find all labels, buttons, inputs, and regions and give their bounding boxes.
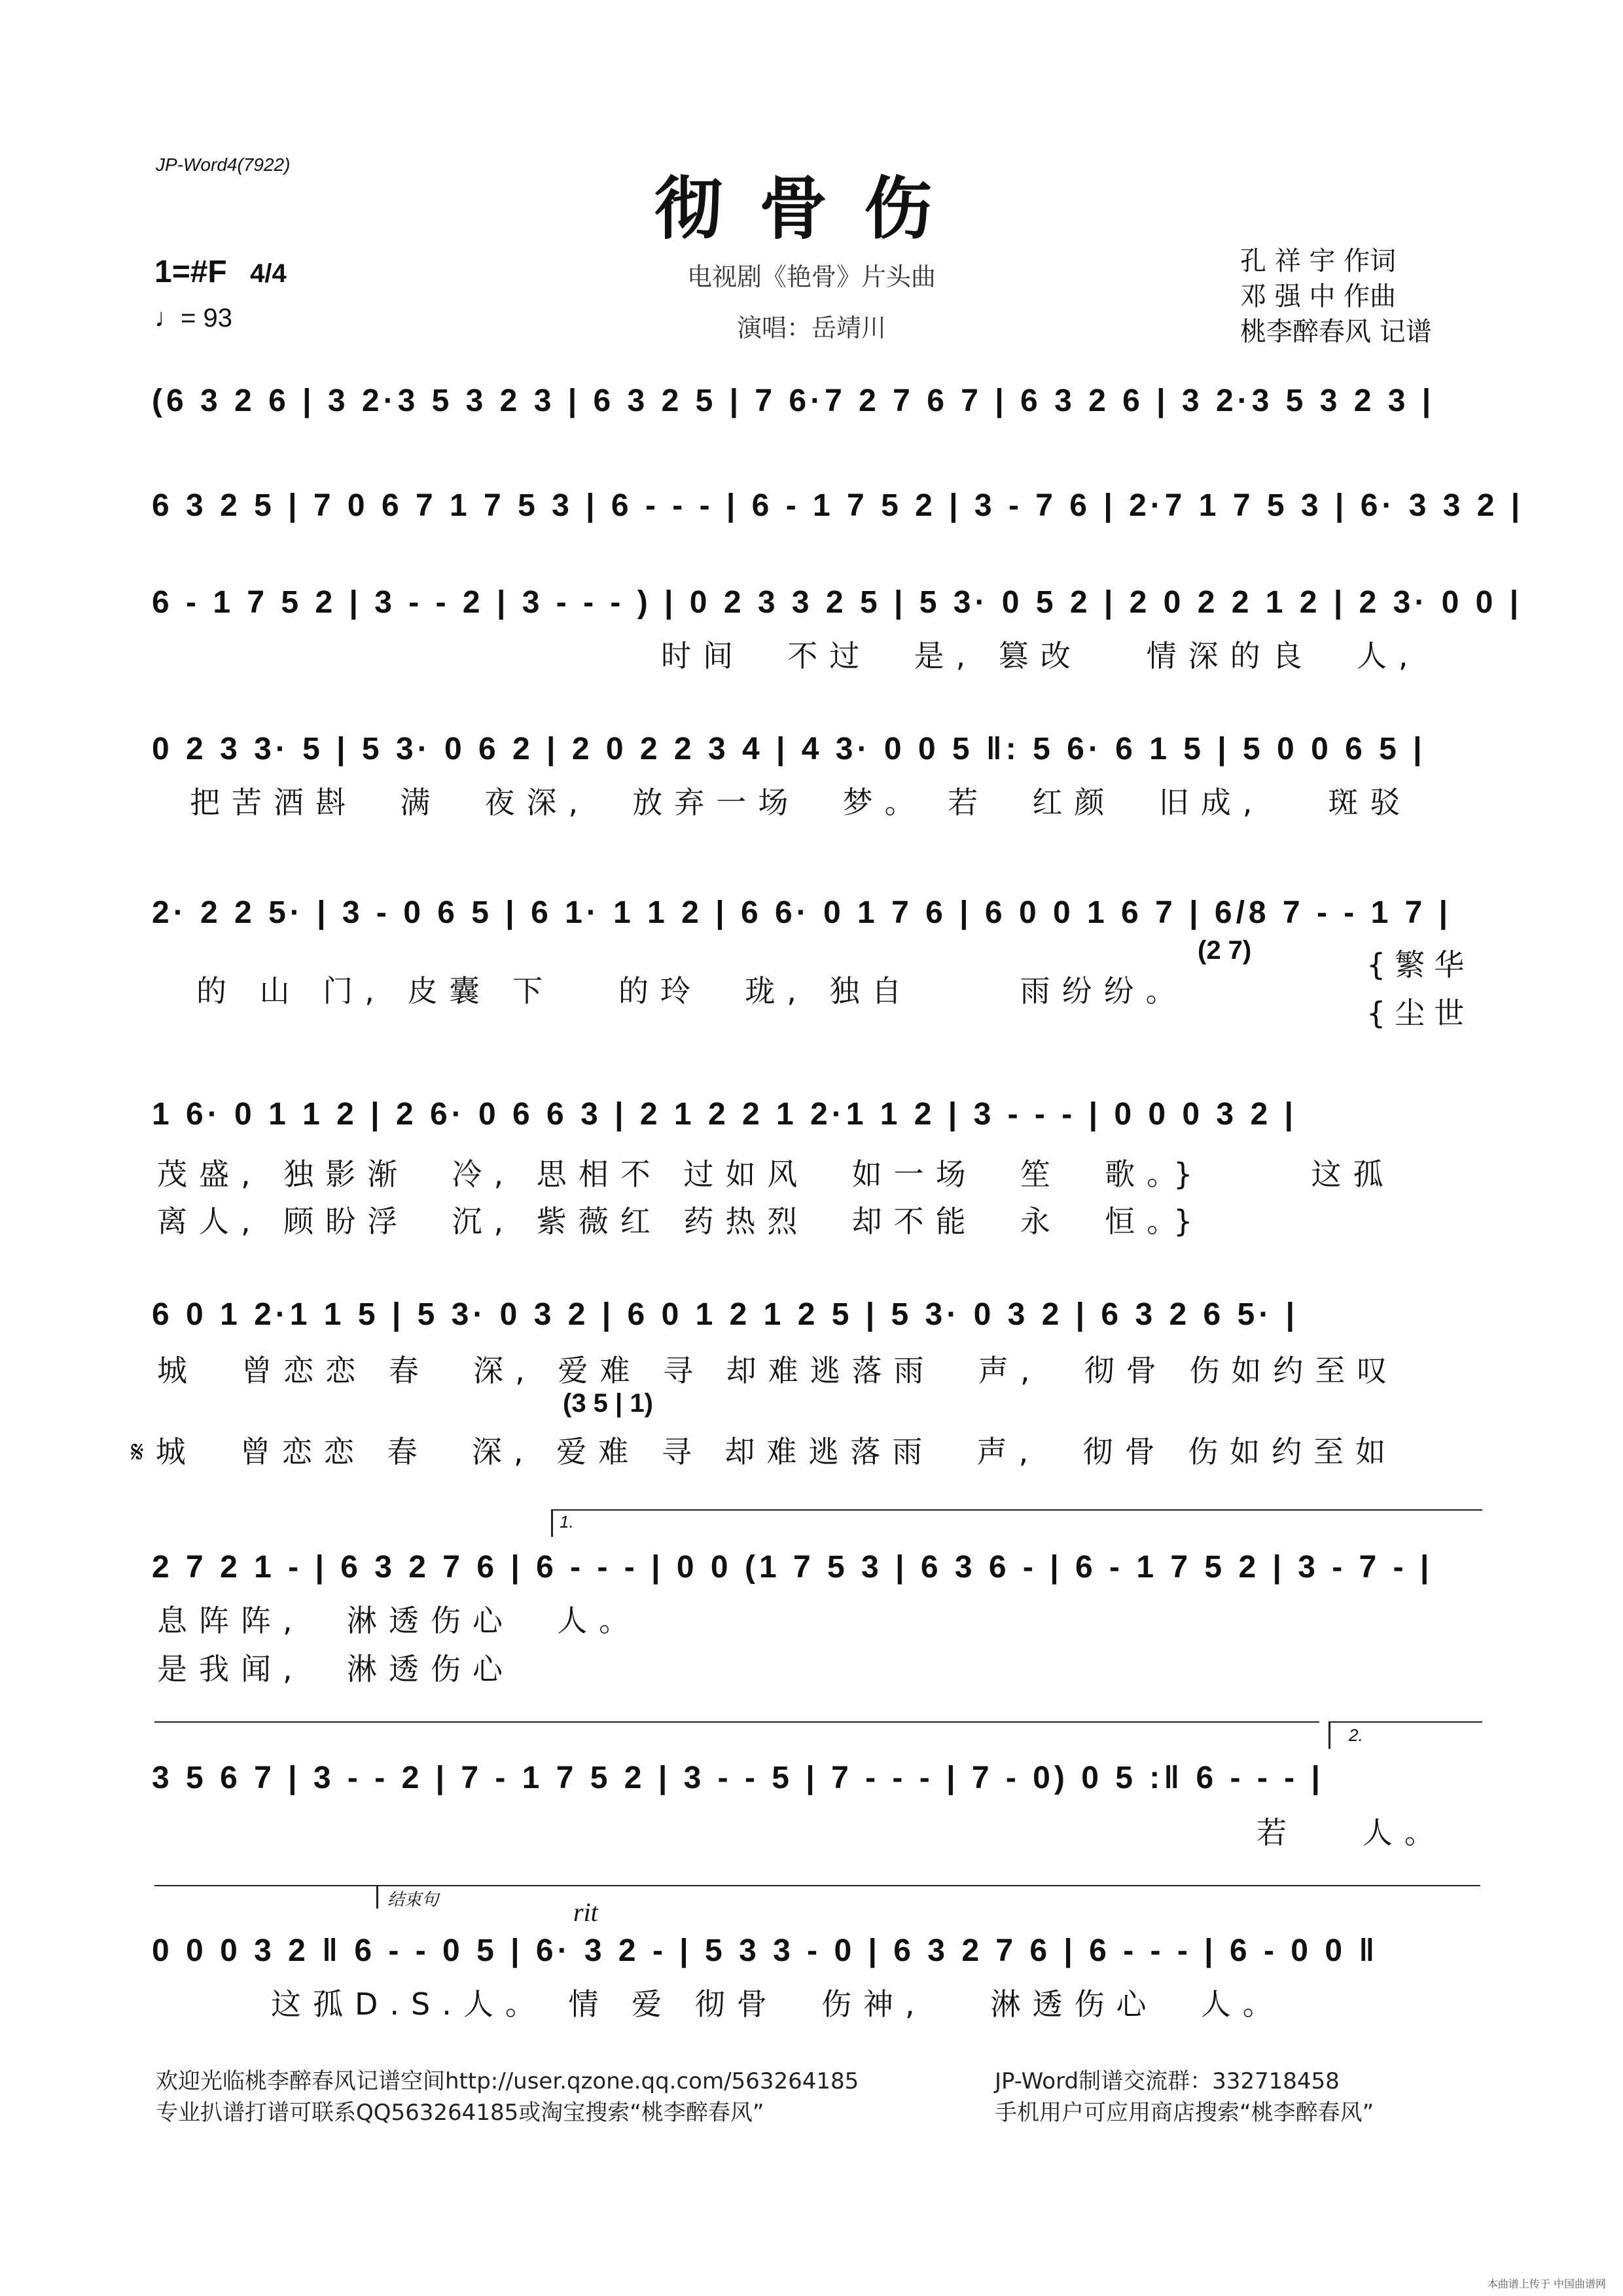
composer: 邓 强 中 作曲 <box>1240 281 1397 312</box>
upload-stamp: 本曲谱上传于 中国曲谱网 <box>1487 2278 1606 2290</box>
time-signature: 4/4 <box>250 259 287 288</box>
lyric-line: 这孤D.S.人。 情 爱 彻骨 伤神, 淋透伤心 人。 <box>271 1986 1285 2022</box>
notation-line: 0 0 0 3 2 ‖ 6 - - 0 5 | 6· 3 2 - | 5 3 3 - 0 | 6 3 2 7 6 | 6 - - - | 6 - 0 0 ‖ <box>152 1933 1379 1968</box>
footer-website: 欢迎光临桃李醉春风记谱空间http://user.qzone.qq.com/563264185 <box>156 2068 859 2094</box>
lyric-verse-2-pickup: {尘世 <box>1366 996 1474 1031</box>
lyric-line: 茂盛, 独影渐 冷, 思相不 过如风 如一场 笙 歌。} 这孤 <box>157 1157 1395 1192</box>
volta-label: 2. <box>1349 1725 1363 1745</box>
staff-system-1 <box>152 374 1480 427</box>
coda-line <box>154 1885 1480 1886</box>
volta-label: 1. <box>560 1512 574 1532</box>
subtitle: 电视剧《艳骨》片头曲 <box>687 262 936 291</box>
lyric-line: 的 山 门, 皮囊 下 的玲 珑, 独自 雨纷纷。 <box>196 973 1188 1009</box>
key-signature-text: 1=#F <box>154 255 227 289</box>
staff-system-9 <box>152 1751 1480 1804</box>
footer-contact: 专业扒谱打谱可联系QQ563264185或淘宝搜索“桃李醉春风” <box>156 2100 764 2126</box>
staff-system-5 <box>152 886 1480 939</box>
staff-system-3 <box>152 576 1523 628</box>
lyric-line: 离人, 顾盼浮 沉, 紫薇红 药热烈 却不能 永 恒。} <box>157 1204 1205 1239</box>
notation-line: 6 - 1 7 5 2 | 3 - - 2 | 3 - - - ) | 0 2 3 3 2 5 | 5 3· 0 5 2 | 2 0 2 2 1 2 | 2 3· 0 0 | <box>152 584 1523 620</box>
tempo-marking: ♩= 93 <box>154 304 232 332</box>
lyric-line: 城 曾恋恋 春 深, 爱难 寻 却难逃落雨 声, 彻骨 伤如约至叹 <box>157 1353 1399 1388</box>
lyric-line: 若 人。 <box>1257 1815 1446 1850</box>
notation-line: 3 5 6 7 | 3 - - 2 | 7 - 1 7 5 2 | 3 - - 5 | 7 - - - | 7 - 0) 0 5 :‖ 6 - - - | <box>152 1760 1324 1795</box>
notation-line: 0 2 3 3· 5 | 5 3· 0 6 2 | 2 0 2 2 3 4 | 4 3· 0 0 5 ‖: 5 6· 6 1 5 | 5 0 0 6 5 | <box>152 731 1426 766</box>
notation-line: 6 0 1 2·1 1 5 | 5 3· 0 3 2 | 6 0 1 2 1 2 5 | 5 3· 0 3 2 | 6 3 2 6 5· | <box>152 1297 1298 1332</box>
footer-app-search: 手机用户可应用商店搜索“桃李醉春风” <box>995 2100 1374 2126</box>
software-mark: JP-Word4(7922) <box>156 154 291 175</box>
lyric-line: 息阵阵, 淋透伤心 人。 <box>157 1603 641 1638</box>
transcriber: 桃李醉春风 记谱 <box>1240 317 1432 347</box>
notation-line: 1 6· 0 1 1 2 | 2 6· 0 6 6 3 | 2 1 2 2 1 2·1 1 2 | 3 - - - | 0 0 0 3 2 | <box>152 1096 1297 1132</box>
staff-system-2 <box>152 479 1524 531</box>
lyric-line: 𝄋城 曾恋恋 春 深, 爱难 寻 却难逃落雨 声, 彻骨 伤如约至如 <box>131 1434 1398 1469</box>
lyric-line: 时间 不过 是, 篡改 情深的良 人, <box>661 638 1420 673</box>
staff-system-8 <box>152 1541 1480 1593</box>
staff-system-6 <box>152 1088 1480 1140</box>
credits <box>1240 243 1432 350</box>
staff-system-4 <box>152 723 1480 775</box>
footer-group: JP-Word制谱交流群：332718458 <box>995 2068 1340 2094</box>
ending-bracket <box>376 1886 509 1909</box>
volta-bracket-1 <box>551 1509 1482 1537</box>
lyric-verse-1-pickup: {繁华 <box>1366 947 1474 982</box>
lyric-line: 把苦酒斟 满 夜深, 放弃一场 梦。 若 红颜 旧成, 斑驳 <box>190 785 1412 820</box>
notation-line: 6 3 2 5 | 7 0 6 7 1 7 5 3 | 6 - - - | 6 - 1 7 5 2 | 3 - 7 6 | 2·7 1 7 5 3 | 6· 3 3 2 | <box>152 488 1524 523</box>
notation-line: 2 7 2 1 - | 6 3 2 7 6 | 6 - - - | 0 0 (1 7 5 3 | 6 3 6 - | 6 - 1 7 5 2 | 3 - 7 - | <box>152 1549 1433 1585</box>
alternate-notes: (2 7) <box>1198 936 1252 965</box>
staff-system-10 <box>152 1924 1480 1977</box>
alternate-notes: (3 5 | 1) <box>563 1389 653 1418</box>
volta-bracket-2 <box>1329 1721 1482 1749</box>
notation-line: (6 3 2 6 | 3 2·3 5 3 2 3 | 6 3 2 5 | 7 6·7 2 7 6 7 | 6 3 2 6 | 3 2·3 5 3 2 3 | <box>152 383 1435 418</box>
staff-system-7 <box>152 1288 1480 1340</box>
notation-line: 2· 2 2 5· | 3 - 0 6 5 | 6 1· 1 1 2 | 6 6· 0 1 7 6 | 6 0 0 1 6 7 | 6/8 7 - - 1 7 | <box>152 895 1452 930</box>
singer: 演唱：岳靖川 <box>736 314 886 342</box>
score-title: 彻骨伤 <box>654 168 969 249</box>
lyric-line: 是我闻, 淋透伤心 <box>157 1651 514 1687</box>
volta-1-continuation-line <box>154 1721 1319 1723</box>
ritardando-marking: rit <box>573 1897 598 1927</box>
ending-label: 结束句 <box>387 1890 439 1909</box>
lyricist: 孔 祥 宇 作词 <box>1240 246 1397 276</box>
